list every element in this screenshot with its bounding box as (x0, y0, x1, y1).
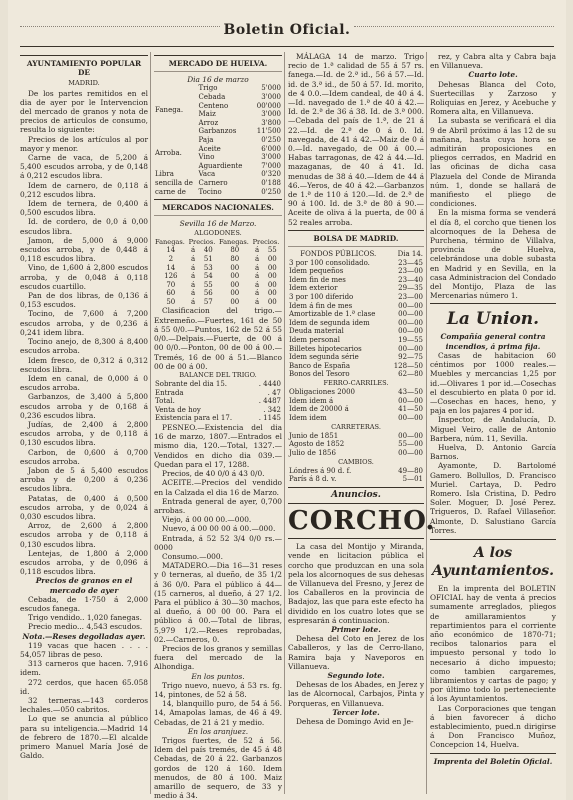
table-cell: á (255, 263, 260, 272)
table-cell: Idem segunda série (289, 353, 359, 362)
table-cell: 00—00 (398, 318, 423, 327)
sevilla-date: Sevilla 16 de Marzo. (179, 219, 257, 229)
text-paragraph: Pan de dos libras, de 0,136 á 0,153 escudos. (20, 291, 148, 310)
column-header: Fanegas. (218, 237, 249, 246)
table-row (154, 281, 282, 290)
table-cell: . 4440 (258, 380, 281, 389)
table-row (154, 170, 282, 179)
table-cell: 40 (203, 246, 213, 255)
text-paragraph: Garbanzos, de 3,400 á 5,800 escudos arroba y de 0,168 á 0,236 escudos libra. (20, 392, 148, 420)
table-row (288, 310, 424, 319)
table-cell: Vaca (198, 170, 216, 179)
table-row (154, 246, 282, 255)
table-cell: 57 (203, 297, 213, 306)
table-row (288, 362, 424, 371)
text-paragraph: Tocino anejo, de 8,300 á 8,400 escudos arroba. (20, 337, 148, 356)
table-row (154, 414, 282, 423)
table-cell: 00—00 (398, 431, 423, 440)
fondos-date: Dia 14. (397, 250, 423, 259)
table-cell: Idem pequeños (289, 267, 344, 276)
table-cell: á (255, 272, 260, 281)
table-cell: Tocino (198, 187, 222, 196)
table-cell: 3'800 (261, 118, 281, 127)
column-4 (430, 52, 556, 794)
table-row (288, 475, 424, 484)
table-cell: 128—50 (393, 361, 423, 370)
table-cell: Idem de 20000 á (289, 405, 349, 414)
aceite-list (154, 515, 282, 561)
table-row (288, 319, 424, 328)
table-row (288, 414, 424, 423)
union-huelva: Huelva, D. Antonio García Barnos. (430, 442, 556, 462)
table-cell: Trigo (198, 84, 218, 93)
table-row (154, 136, 282, 145)
text-paragraph: Lentejas, de 1,800 á 2,000 escudos arroba, y de 0,096 á 0,118 escudos libra. (20, 548, 148, 577)
table-cell: 3 por 100 consolidado. (289, 258, 370, 267)
table-cell: Sobrante del dia 15. (155, 380, 228, 389)
table-cell: 00 (230, 297, 240, 306)
table-row (288, 405, 424, 414)
table-cell: á (191, 289, 196, 298)
table-cell: 00 (267, 272, 277, 281)
table-cell: 2 (168, 254, 174, 263)
table-cell: 00—00 (398, 413, 423, 422)
section-subheading: MADRID. (68, 79, 100, 88)
table-cell: 41—50 (398, 405, 423, 414)
table-cell: Idem idem (289, 413, 327, 422)
table-row (288, 327, 424, 336)
table-cell: 60 (166, 289, 176, 298)
table-cell: 14 (166, 263, 176, 272)
table-cell: 23—00 (398, 293, 423, 302)
column-divider (426, 52, 427, 794)
section-heading: AYUNTAMIENTO POPULAR DE (26, 59, 142, 78)
table-row (288, 293, 424, 302)
table-cell: á (191, 297, 196, 306)
lote2-heading: Segundo lote. (327, 670, 385, 680)
table-cell: Banco de España (289, 361, 351, 370)
fondos-heading: FONDOS PÚBLICOS. (300, 250, 377, 259)
anuncios-heading: Anuncios. (331, 489, 381, 500)
table-row (154, 84, 282, 93)
table-cell: Idem á fin de mes (289, 301, 353, 310)
table-cell: 53 (203, 263, 213, 272)
text-paragraph: Carne de vaca, de 5,200 á 5,400 escudos arroba, y de 0,148 á 0,212 escudos libra. (20, 153, 148, 181)
table-cell: 55 (203, 280, 213, 289)
pesneo-text: PESNEO.—Existencia del dia 16 de marzo, 1807.—Entrados el mismo dia, 120.—Total, 1327.—Vendidos en dicho dia 039.—Quedan para el 17, 1288. (154, 423, 282, 469)
table-row (154, 255, 282, 264)
text-paragraph: Vino, de 1,600 á 2,800 escudos arroba, y de 0,048 á 0,118 escudos cuartillo. (20, 263, 148, 291)
fanega-table (154, 84, 282, 136)
page-title: Boletin Oficial. (223, 22, 351, 38)
imprenta-footer: Imprenta del Boletín Oficial. (433, 756, 553, 766)
text-paragraph: Idem fresco, de 0,312 á 0,312 escudos libra. (20, 355, 148, 374)
table-row (154, 264, 282, 273)
table-cell: Arroz (198, 118, 219, 127)
table-cell: 29—35 (398, 284, 423, 293)
table-cell: 00 (267, 263, 277, 272)
table-cell: 80 (230, 246, 240, 255)
union-inspector: Inspector, de Andalucía, D. Miguel Veiro, calle de Antonio Barbera, núm. 11, Sevilla. (430, 415, 556, 443)
table-cell: 19—55 (398, 336, 423, 344)
text-paragraph: Idem de carnero, de 0,118 á 0,212 escudos libra. (20, 180, 148, 199)
table-cell: Vino (198, 153, 215, 162)
table-cell: 49—80 (398, 466, 423, 475)
table-cell: 11'500 (256, 127, 281, 136)
row-group-label: Libra sencilla de carne de (155, 170, 193, 196)
lote1-text: Dehesa del Coto en Jerez de los Caballeros, y las de Cerro-llano, Ramira baja y Naveporos en Villanueva. (288, 634, 424, 671)
ayuntamientos-text-2: Las Corporaciones que tengan á bien favorecer á dicho establecimiento, pued.n dirigirse á Don Francisco Muñoz, Concepcion 14, Huelva. (430, 703, 556, 750)
table-cell: 00 (267, 289, 277, 298)
table-cell: Julio de 1856 (289, 448, 336, 457)
text-paragraph: Tocino, de 7,600 á 7,200 escudos arroba, y de 0,236 á 0,241 idem libra. (20, 309, 148, 337)
table-cell: 23—45 (398, 258, 423, 267)
text-paragraph: Jabon de 5 á 5,400 escudos arroba y de 0,200 á 0,236 escudos libra. (20, 465, 148, 494)
mercado-heading: MERCADO DE HUELVA. (168, 59, 268, 68)
algodon-heading: ALGODONES. (194, 228, 242, 237)
text-paragraph: Idem en canal, de 0,000 á 0 escudos arroba. (20, 373, 148, 393)
puntos-heading: En los puntos. (191, 671, 245, 681)
aceite-entrada: Entrada general de ayer, 0,700 arrobas. (154, 496, 282, 515)
pesneo-prices: Precios, de 40 0/0 á 43 0/0. (162, 469, 265, 479)
table-cell: Carnero (198, 178, 228, 187)
grain-heading: Precios de granos en el mercado de ayer (35, 576, 133, 595)
row-group-label: Arroba. (155, 148, 182, 157)
table-cell: 7'000 (261, 161, 281, 170)
column-divider (150, 52, 151, 794)
cattle-list (20, 641, 148, 761)
ferro-table (288, 388, 424, 422)
table-row (288, 440, 424, 449)
table-cell: á (191, 272, 196, 281)
table-cell: Idem exterior (289, 284, 338, 293)
table-row (288, 336, 424, 345)
text-paragraph: Trigo vendido.. 1,020 fanegas. (28, 613, 142, 623)
row-group-label: Fanega. (155, 105, 184, 114)
union-agentes: Ayamonte, D. Bartolomé Gamero. Bollullos, D. Francisco Muriel. Cartaya, D. Pedro Romero. Isla Cristina, D. Pedro Soler. Moguer, D. José Perez. Trigueros, D. Rafael Villaseñor. Almonte, D. Salustiano García Torres. (430, 461, 556, 535)
table-cell: 6'000 (261, 144, 281, 153)
table-row (288, 259, 424, 268)
table-cell: 5'000 (261, 84, 281, 93)
text-paragraph: Jamon, de 5,000 á 9,000 escudos arroba, y de 0,448 á 0,118 escudos libra. (20, 235, 148, 264)
table-cell: 00 (230, 280, 240, 289)
corcho-title: CORCHO. (288, 503, 424, 539)
table-cell: 0'188 (261, 178, 281, 187)
table-cell: Maiz (198, 110, 216, 119)
table-cell: 3'000 (261, 153, 281, 162)
table-cell: 3'000 (261, 110, 281, 119)
table-cell: 5—01 (402, 475, 423, 484)
matadero-text: MATADERO.—Dia 16—31 reses y 0 terneras, al dueño, de 35 1/2 á 36 0/0. Para el público á 44—(15 carneros, al dueño, á 27 1/2. Para el público á 30—30 machos, al dueño, á 00 00 00. Para el público á 00.—Total de libras, 5,979 1/2.—Reses reprobadas, 02.—Carneros, 0. (154, 561, 282, 644)
table-cell: París á 8 d. v. (289, 475, 337, 484)
column-header: Precios. (252, 237, 280, 246)
lote2-text: Dehesas de los Abades, en Jerez y las de Alcornocal, Carbajos, Pinta y Porqueras, en Villanueva. (288, 680, 424, 708)
table-cell: á (191, 280, 196, 289)
arroba-table (154, 136, 282, 170)
table-cell: 126 (164, 272, 178, 281)
table-cell: á (255, 289, 260, 298)
table-cell: 3'000 (261, 93, 281, 101)
table-cell: 00—00 (398, 327, 423, 336)
table-cell: Centeno (198, 101, 229, 110)
text-paragraph: 119 vacas que hacen . . . . 54,057 libras de peso. (20, 640, 148, 659)
table-cell: 14 (166, 246, 176, 255)
ayuntamientos-heading: A los Ayuntamientos. (430, 539, 556, 580)
table-cell: Total. (155, 397, 175, 406)
table-cell: . 1145 (258, 414, 281, 423)
aranjuez-text: Trigos fuertes, de 52 á 56. Idem del país tremés, de 45 á 48 Cebadas, de 20 á 22. Garbanzos gordos de 120 á 160. Idem menudos, de 80 á 100. Maiz amarillo de sequero, de 33 y medio á 34. (154, 735, 282, 800)
table-cell: á (191, 263, 196, 272)
table-row (154, 397, 282, 406)
table-cell: 00 (230, 289, 240, 298)
table-cell: 00—00 (398, 301, 423, 310)
table-row (288, 449, 424, 458)
table-row (288, 345, 424, 354)
table-cell: Billetes hipotecarios (289, 344, 362, 353)
text-paragraph: Viejo, á 00 00 00.—000. (162, 515, 252, 525)
table-cell: 00 (267, 280, 277, 289)
header-rule-right (354, 26, 554, 35)
table-cell: 43—50 (398, 388, 423, 397)
text-paragraph: Precio medio... 4,543 escudos. (28, 622, 143, 632)
algodon-table (154, 238, 282, 307)
table-cell: Idem fin de mes (289, 275, 346, 284)
table-row (154, 389, 282, 398)
table-cell: Amortizable de 1.ª clase (289, 310, 376, 319)
table-cell: Bonos del Tesoro (289, 370, 350, 379)
text-paragraph: Patatas, de 0,400 á 0,500 escudos arroba, y de 0,024 á 0,030 escudos libra. (20, 493, 148, 521)
anuncio-text: La casa del Montijo y Miranda, vende en licitacion pública el corcho que produzcan en una sola pela los alcornoques de sus dehesas de Villanueva del Fresno, y Jerez de los Caballeros en la provincia de Badajoz, las que para este efecto ha dividido en los cuatro lotes que se espresarán á continuacion. (288, 542, 424, 625)
aranjuez-heading: En los aranjuez. (187, 726, 249, 736)
union-subheading: Compañía general contra incendios, á prima fija. (440, 332, 546, 351)
table-cell: . 4487 (258, 397, 281, 406)
table-cell: 00—00 (398, 396, 423, 405)
table-cell: Venta de hoy (155, 405, 201, 414)
union-text: Casas de habitacion 60 céntimos por 1000 reales.—Muebles y mercancias 1,25 por id.—Olivares 1 por id.—Cosechas el descubierto en plata 0 por id.—Cosechas en haces, heno, y paja en los pajares 4 por id. (430, 350, 556, 416)
table-cell: 00 (230, 272, 240, 281)
table-cell: Deuda material (289, 327, 344, 336)
table-cell: 50 (166, 297, 176, 306)
table-row (288, 432, 424, 441)
huelva-text: En la misma forma se venderá el día 8, el corcho que tienen los alcornoques de la Dehesa de Purchena, término de Villalva, provincia de Huelva, celebrándose una doble subasta en Madrid y en Sevilla, en la casa Administracion del Condado del Montijo, Plaza de las Mercenarias número 1. (430, 208, 556, 301)
table-cell: Aceite (198, 144, 221, 153)
table-cell: 51 (203, 254, 213, 263)
table-cell: 0'250 (261, 135, 281, 144)
cuarto-text: Dehesas Blanca del Coto, Suertecillas y Zarzoso y Roliquias en Jerez, y Acebuche y Romera alta, en Villanueva. (430, 79, 556, 117)
table-cell: 00 (267, 254, 277, 263)
page-header (20, 18, 554, 47)
table-cell: Idem idem á (289, 396, 334, 405)
table-row (288, 370, 424, 379)
text-paragraph: De los partes remitidos en el dia de ayer por le Intervencion del mercado de granos y nota de precios de articulos de consumo, resulta lo siguiente: (20, 88, 148, 135)
table-row (288, 284, 424, 293)
table-cell: 56 (203, 289, 213, 298)
fondos-table (288, 250, 424, 379)
table-cell: Idem personal (289, 336, 340, 344)
text-paragraph: Nuevo, á 00 00 00 á 00.—000. (162, 524, 276, 534)
table-row (154, 289, 282, 298)
granos-text: Precios de los granos y semillas fuera del mercado de la Alhondiga. (154, 643, 282, 672)
table-row (154, 406, 282, 415)
cattle-heading: Nota.—Reses degolladas ayer. (22, 631, 146, 641)
column-3 (288, 52, 436, 794)
ferro-heading: FERRO-CARRILES. (323, 378, 389, 387)
table-cell: 00 (230, 263, 240, 272)
column-header: Fanegas. (155, 237, 185, 246)
table-cell: . 342 (263, 405, 281, 414)
table-cell: 00—00 (398, 310, 423, 319)
text-paragraph: Entrada, á 52 52 3/4 0/0 rs.—0000 (154, 533, 282, 552)
text-paragraph: Judías, de 2,400 á 2,800 escudos arroba, y de 0,118 á 0,130 escudos libra. (20, 419, 148, 448)
balance-table (154, 380, 282, 423)
table-cell: á (255, 297, 260, 306)
column-divider (284, 52, 285, 794)
table-cell: . 47 (267, 388, 281, 397)
table-cell: Garbanzos (198, 127, 237, 136)
table-cell: Obligaciones 2000 (289, 388, 356, 397)
text-paragraph: Carbon, de 0,600 á 0,700 escudos arroba. (20, 447, 148, 466)
cambios-table (288, 467, 424, 484)
union-heading: La Union. (446, 309, 540, 330)
text-paragraph: 272 cerdos, que hacen 65.058 id. (20, 677, 148, 696)
lote1-heading: Primer lote. (331, 624, 381, 634)
table-cell: 70 (166, 280, 176, 289)
puntos-text-2: 14, blanquillo puro, de 54 á 56. 14, Amapolas lamas, de 46 á 49. Cebadas, de 21 á 21 y medio. (154, 699, 282, 727)
text-paragraph: Consumo.—000. (162, 551, 223, 561)
text-paragraph: Arroz, de 2,600 á 2,800 escudos arroba y de 0,118 á 0,130 escudos libra. (20, 521, 148, 549)
libra-table (154, 170, 282, 196)
table-cell: 55—00 (398, 440, 423, 449)
lote3-continuation: rez, y Cabra alta y Cabra baja en Villanueva. (430, 52, 556, 71)
puntos-text: Trigo nuevo, nuevo, á 53 rs. fg. 14, pintones, de 52 á 58. (154, 680, 282, 699)
table-cell: Idem de segunda idem (289, 318, 370, 327)
newspaper-page (8, 0, 566, 800)
table-row (154, 380, 282, 389)
aceite-text: ACEITE.—Precios del vendido en la Calzada el dia 16 de Marzo. (154, 478, 282, 497)
table-cell: 00'000 (256, 101, 281, 110)
clasificacion-text: Clasificacion del trigo.—Extremeño.—Fuertes, 161 de 50 á 55 0/0.—Puntos, 162 de 52 á 55 0/0.—Delpais.—Fuerte, de 00 á 00 0/0.—Ponton, 00 de 00 á 00.—Tremés, 16 de 00 á 51.—Blanco 00 de 00 á 00. (154, 306, 282, 371)
table-cell: 00—00 (398, 448, 423, 457)
table-cell: Lóndres á 90 d. f. (289, 466, 352, 475)
price-paragraphs (20, 89, 148, 577)
balance-heading: BALANCE DEL TRIGO. (179, 370, 257, 379)
malaga-text: MÁLAGA 14 de marzo. Trigo recio de 1.ª calidad de 55 á 57 rs. fanega.—Id. de 2.ª id., 56 á 57.—Id. id. de 3.ª id., de 50 á 57. Id. morito, de 4 0.0.—Idem candeal, de 40 á 4.—Id. navegado de 1.ª de 40 á 42.—Id. de 2.ª de 36 á 38. Id. de 3.ª 000.—Cebada del país de 1.ª, de 21 á 22.—Id. de 2.ª de 0 á 0. Id. navegada, de 41 á 42.—Maiz de 0 á 0.—Id. navegado, de 00 á 00.—Habas tarragonas, de 42 á 44.—Id. mazaganas, de 40 á 41. Id. menudas de 38 á 40.—Idem de 44 á 46.—Yeros, de 40 á 42.—Garbanzos de 1.ª de 110 á 120.—Id. de 2.ª de 90 á 100. Id. de 3.ª de 80 á 90.—Aceite de oliva á la puerta, de 00 á 52 reales arroba. (288, 52, 424, 227)
bolsa-heading: BOLSA DE MADRID. (313, 233, 399, 243)
table-cell: Cebada (198, 93, 226, 101)
table-row (288, 302, 424, 311)
text-paragraph: Cebada, de 1·750 á 2,000 escudos fanega. (20, 594, 148, 613)
cuarto-heading: Cuarto lote. (468, 70, 518, 80)
table-row (288, 467, 424, 476)
table-row (288, 267, 424, 276)
column-header: Precios. (188, 237, 216, 246)
table-cell: 54 (203, 272, 213, 281)
column-2 (154, 52, 282, 800)
text-paragraph: 32 terneras.—143 corderos lechales.—050 cabritos. (20, 696, 148, 715)
column-1 (20, 52, 148, 794)
table-cell: á (191, 246, 196, 255)
table-cell: á (255, 280, 260, 289)
table-cell: 55 (267, 246, 277, 255)
table-cell: á (255, 254, 260, 263)
table-cell: Paja (198, 135, 214, 144)
cambios-heading: CAMBIOS. (338, 457, 374, 466)
table-row (288, 276, 424, 285)
text-paragraph: Lo que se anuncia al público para su inteligencia.—Madrid 14 de febrero de 1870.—El alcalde primero Manuel María José de Galdo. (20, 714, 148, 761)
text-paragraph: 313 carneros que hacen. 7,916 idem. (20, 659, 148, 678)
nacionales-heading: MERCADOS NACIONALES. (162, 203, 274, 213)
table-cell: 23—40 (398, 275, 423, 284)
lote3-heading: Tercer lote. (332, 707, 380, 717)
table-cell: 62—80 (398, 370, 423, 379)
table-cell: 0'320 (261, 170, 281, 179)
table-cell: 23—00 (398, 267, 423, 276)
ayuntamientos-text: En la imprenta del BOLETIN OFICIAL hay de venta á precios sumamente arreglados, pliegos de amillaramientos y repartimientos para el corriente año económico de 1870-71; recibos talonarios para el impuesto personal y todo lo necesario á dicho impuesto; como tambien cargaremes, libramientos y cartas de pago; y por último todo lo perteneciente á los Ayuntamientos. (430, 583, 556, 704)
table-row (288, 353, 424, 362)
table-cell: Existencia para el 17. (155, 414, 233, 423)
lote3-text: Dehesa de Domingo Avid en Je- (296, 716, 414, 726)
table-cell: Aguardiente (198, 161, 243, 170)
text-paragraph: Id. de cordero, de 0,0 á 0,00 escudos libra. (20, 217, 148, 236)
table-cell: 92—75 (398, 353, 423, 362)
table-cell: 80 (230, 254, 240, 263)
table-cell: Entrada (155, 388, 184, 397)
text-paragraph: Precios de los artículos al por mayor y menor. (20, 134, 148, 153)
table-cell: á (191, 254, 196, 263)
mercado-date: Dia 16 de marzo (187, 75, 249, 85)
table-row (154, 298, 282, 307)
table-row (154, 272, 282, 281)
grain-list (20, 595, 148, 632)
table-cell: 00—00 (398, 344, 423, 353)
carreteras-table (288, 432, 424, 458)
subasta-text: La subasta se verificará el dia 9 de Abril próximo á las 12 de su mañana, hasta cuya hora se admitirán proposiciones en pliegos cerrados, en Madrid en las oficinas de dicha casa Plazuela del Conde de Miranda núm. 1, donde se hallará de manifiesto el pliego de condiciones. (430, 116, 556, 209)
table-cell: 0'250 (261, 187, 281, 196)
table-cell: Agosto de 1852 (289, 440, 345, 449)
table-row (288, 388, 424, 397)
text-paragraph: Idem de ternera, de 0,400 á 0,500 escudos libra. (20, 199, 148, 218)
table-cell: Junio de 1851 (289, 431, 339, 440)
table-row (288, 397, 424, 406)
table-cell: 3 por 100 diferido (289, 293, 354, 302)
table-cell: 00 (267, 297, 277, 306)
table-cell: á (255, 246, 260, 255)
carreteras-heading: CARRETERAS. (331, 422, 381, 431)
